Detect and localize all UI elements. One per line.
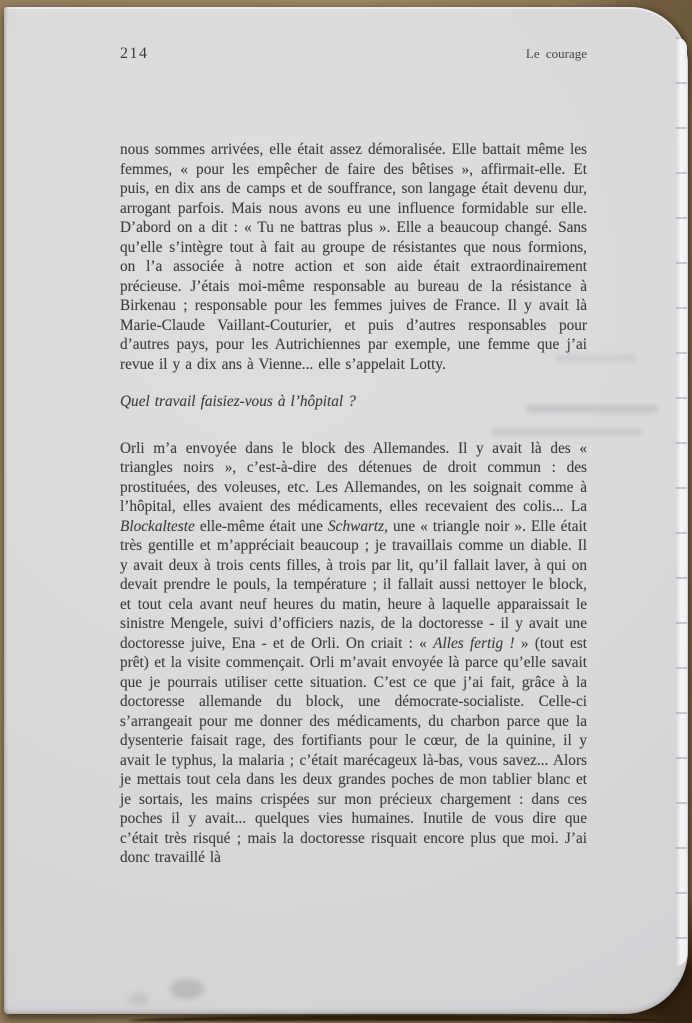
italic-term: Alles fertig ! [433,634,515,652]
italic-term: Schwartz [328,517,385,535]
body-text [120,140,587,868]
text-run: Orli m’a envoyée dans le block des Allemandes. Il y avait là des « triangles noirs », c’est-à-dire des détenues de droit commun : des prostituées, des voleuses, etc. Les Allemandes, on les soignait comme à l’hôpital, elles avaient des médicaments, elles recevaient des colis... La [120,439,587,515]
text-run: elle-même était une [194,517,329,535]
italic-term: Blockalteste [120,517,195,535]
book-fore-edge [676,37,687,966]
text-run: , une « triangle noir ». Elle était très gentille et m’appréciait beaucoup ; je travaillais comme un diable. Il y avait deux à trois cents filles, à trois par lit, qu’il fallait laver, à qui on devait prendre le pouls, la température ; il fallait aussi nettoyer le block, et tout cela avant neuf heures du matin, heure à laquelle apparaissait le sinistre Mengele, suivi d’officiers nazis, de la doctoresse - il y avait une doctoresse juive, Ena - et de Orli. On criait : « [120,517,587,652]
page-bottom-shadow [130,1015,662,1021]
page-header [120,45,587,63]
text-run: » (tout est prêt) et la visite commençait. Orli m’avait envoyée là parce qu’elle savait que je pourrais utiliser cette situation. C’est ce que j’ai fait, grâce à la doctoresse allemande du block, une démocrate-socialiste. Celle-ci s’arrangeait pour me donner des médicaments, du charbon parce que la dysenterie faisait rage, des fortifiants pour le cœur, de la quinine, il y avait le typhus, la malaria ; c’était marécageux là-bas, vous savez... Alors je mettais tout cela dans les deux grandes poches de mon tablier blanc et je sortais, les mains crispées sur mon précieux chargement : dans ces poches il y avait... quelques vies humaines. Inutile de vous dire que c’était très risqué ; mais la doctoresse risquait encore plus que moi. J’ai donc travaillé là [120,634,588,866]
continued-paragraph: nous sommes arrivées, elle était assez démoralisée. Elle battait même les femmes, « pour les empêcher de faire des bêtises », affirmait-elle. Et puis, en dix ans de camps et de souffrance, son langage était devenu dur, arrogant parfois. Mais nous avons eu une influence formidable sur elle. D’abord on a dit : « Tu ne battras plus ». Elle a beaucoup changé. Sans qu’elle s’intègre tout à fait au groupe de résistantes que nous formions, on l’a associée à notre action et son aide était extraordinairement précieuse. J’étais moi-même responsable au bureau de la résistance à Birkenau ; responsable pour les femmes juives de France. Il y avait là Marie-Claude Vaillant-Couturier, et puis d’autres responsables pour d’autres pays, pour les Autrichiennes par exemple, une femme que j’ai revue il y a dix ans à Vienne... elle s’appelait Lotty. [120,141,587,373]
page-stain [170,979,204,999]
page-number: 214 [120,45,149,62]
interview-question: Quel travail faisiez-vous à l’hôpital ? [120,393,356,410]
running-title: Le courage [525,46,587,61]
page-stain [128,993,150,1006]
page-content [120,45,587,868]
book-page [4,7,688,1014]
answer-paragraph [120,439,587,868]
